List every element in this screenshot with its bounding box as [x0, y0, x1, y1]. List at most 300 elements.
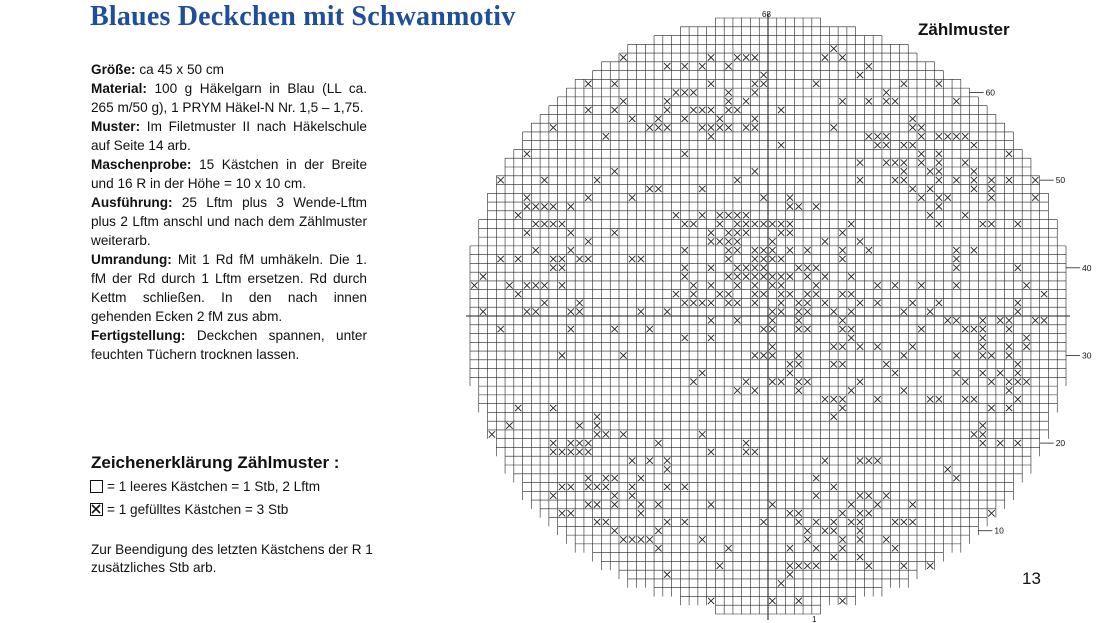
- filled-cell: [506, 422, 512, 428]
- filled-cell: [752, 89, 758, 95]
- filled-cell: [1006, 379, 1012, 385]
- filled-cell: [804, 247, 810, 253]
- filled-cell: [866, 133, 872, 139]
- filled-cell: [638, 501, 644, 507]
- filled-cell: [708, 265, 714, 271]
- filled-cell: [787, 247, 793, 253]
- filled-cell: [953, 475, 959, 481]
- filled-cell: [988, 194, 994, 200]
- filled-cell: [664, 484, 670, 490]
- filled-cell: [603, 519, 609, 525]
- filled-cell: [909, 501, 915, 507]
- filled-cell: [708, 282, 714, 288]
- filled-cell: [1032, 317, 1038, 323]
- filled-cell: [1023, 343, 1029, 349]
- filled-cell: [629, 194, 635, 200]
- filled-cell: [743, 221, 749, 227]
- filled-cell: [1015, 361, 1021, 367]
- filled-cell: [848, 519, 854, 525]
- final-note: Zur Beendigung des letzten Kästchens der R 1 zusätzliches Stb arb.: [91, 542, 373, 575]
- filled-cell: [769, 598, 775, 604]
- filled-cell: [611, 230, 617, 236]
- instruction-label: Maschenprobe:: [91, 157, 192, 172]
- filled-cell: [620, 536, 626, 542]
- filled-cell: [682, 116, 688, 122]
- filled-cell: [743, 212, 749, 218]
- filled-cell: [866, 98, 872, 104]
- filled-cell: [778, 107, 784, 113]
- filled-cell: [988, 379, 994, 385]
- filled-cell: [585, 81, 591, 87]
- filled-cell: [717, 221, 723, 227]
- filled-cell: [550, 440, 556, 446]
- filled-cell: [725, 545, 731, 551]
- filled-cell: [497, 256, 503, 262]
- filled-cell: [953, 177, 959, 183]
- filled-cell: [831, 528, 837, 534]
- filled-cell: [831, 396, 837, 402]
- filled-cell: [953, 265, 959, 271]
- filled-cell: [980, 343, 986, 349]
- filled-cell: [927, 186, 933, 192]
- filled-cell: [769, 221, 775, 227]
- filled-cell: [918, 326, 924, 332]
- filled-cell: [874, 282, 880, 288]
- filled-cell: [874, 396, 880, 402]
- filled-cell: [708, 54, 714, 60]
- filled-cell: [778, 221, 784, 227]
- instruction-text: Mit 1 Rd fM umhäkeln. Die 1. fM der Rd durch 1 Lftm ersetzen. Rd durch Kettm schließen. In den nach innen gehenden Ecken 2 fM zus abm.: [91, 252, 367, 324]
- row-marker: 68: [762, 10, 771, 19]
- filled-cell: [980, 431, 986, 437]
- filled-cell: [682, 300, 688, 306]
- filled-cell: [944, 194, 950, 200]
- filled-cell: [918, 151, 924, 157]
- filled-cell: [769, 308, 775, 314]
- filled-cell: [795, 510, 801, 516]
- filled-cell: [717, 212, 723, 218]
- filled-cell: [559, 449, 565, 455]
- filled-cell: [962, 379, 968, 385]
- filled-cell: [734, 273, 740, 279]
- filled-cell: [795, 563, 801, 569]
- filled-cell: [918, 282, 924, 288]
- filled-cell: [848, 335, 854, 341]
- filled-cell: [682, 247, 688, 253]
- filled-cell: [813, 519, 819, 525]
- filled-cell: [629, 256, 635, 262]
- filled-cell: [936, 396, 942, 402]
- filled-cell: [760, 81, 766, 87]
- filled-cell: [576, 422, 582, 428]
- filled-cell: [743, 273, 749, 279]
- filled-cell: [533, 308, 539, 314]
- filled-cell: [568, 449, 574, 455]
- filled-cell: [497, 177, 503, 183]
- filled-cell: [576, 300, 582, 306]
- filled-cell: [760, 273, 766, 279]
- filled-cell: [927, 396, 933, 402]
- filled-cell: [980, 335, 986, 341]
- filled-cell: [778, 273, 784, 279]
- filled-cell: [638, 308, 644, 314]
- filled-cell: [971, 168, 977, 174]
- filled-cell: [752, 291, 758, 297]
- filled-cell: [655, 186, 661, 192]
- filled-cell: [804, 536, 810, 542]
- filled-cell: [690, 221, 696, 227]
- filled-cell: [734, 300, 740, 306]
- filled-cell: [725, 107, 731, 113]
- filled-cell: [725, 247, 731, 253]
- instruction-label: Größe:: [91, 62, 136, 77]
- row-marker: 30: [1082, 350, 1092, 361]
- filled-cell: [752, 273, 758, 279]
- filled-cell: [971, 142, 977, 148]
- filled-cell: [953, 352, 959, 358]
- filled-cell: [1015, 440, 1021, 446]
- filled-cell: [576, 449, 582, 455]
- filled-cell: [822, 238, 828, 244]
- filled-cell: [717, 563, 723, 569]
- filled-cell: [725, 89, 731, 95]
- filled-cell: [839, 247, 845, 253]
- filled-cell: [743, 379, 749, 385]
- instruction-text: Deckchen spannen, unter feuchten Tüchern trocknen lassen.: [91, 328, 367, 362]
- filled-cell: [953, 133, 959, 139]
- filled-cell: [953, 370, 959, 376]
- filled-cell: [734, 221, 740, 227]
- filled-cell: [813, 291, 819, 297]
- filled-cell: [673, 291, 679, 297]
- filled-cell: [988, 221, 994, 227]
- filled-cell: [848, 273, 854, 279]
- filled-cell: [901, 563, 907, 569]
- filled-cell: [699, 107, 705, 113]
- filled-cell: [831, 343, 837, 349]
- filled-cell: [743, 230, 749, 236]
- filled-cell: [848, 308, 854, 314]
- filled-cell: [594, 431, 600, 437]
- filled-cell: [655, 501, 661, 507]
- filled-cell: [839, 291, 845, 297]
- filled-cell: [971, 396, 977, 402]
- filled-cell: [918, 194, 924, 200]
- filled-cell: [629, 116, 635, 122]
- filled-cell: [769, 352, 775, 358]
- filled-cell: [997, 317, 1003, 323]
- filled-cell: [874, 300, 880, 306]
- filled-cell: [866, 492, 872, 498]
- filled-cell: [857, 177, 863, 183]
- filled-cell: [603, 133, 609, 139]
- filled-cell: [953, 247, 959, 253]
- filled-cell: [734, 54, 740, 60]
- filled-cell: [936, 81, 942, 87]
- filled-cell: [550, 492, 556, 498]
- filled-cell: [559, 282, 565, 288]
- filled-cell: [936, 194, 942, 200]
- filled-cell: [857, 519, 863, 525]
- filled-cell: [576, 308, 582, 314]
- filled-cell: [988, 405, 994, 411]
- filled-cell: [699, 186, 705, 192]
- filled-cell: [1006, 405, 1012, 411]
- filled-cell: [682, 151, 688, 157]
- filled-cell: [1015, 396, 1021, 402]
- filled-cell: [1006, 326, 1012, 332]
- filled-cell: [550, 449, 556, 455]
- filled-cell: [874, 133, 880, 139]
- filled-cell: [611, 492, 617, 498]
- filled-cell: [585, 475, 591, 481]
- filled-cell: [682, 265, 688, 271]
- filled-cell: [839, 343, 845, 349]
- filled-cell: [760, 247, 766, 253]
- filled-cell: [901, 519, 907, 525]
- filled-cell: [699, 212, 705, 218]
- filled-cell: [857, 300, 863, 306]
- filled-cell: [892, 519, 898, 525]
- filled-cell: [962, 212, 968, 218]
- filled-cell: [655, 116, 661, 122]
- filled-cell: [857, 554, 863, 560]
- filled-cell: [813, 492, 819, 498]
- filled-cell: [857, 492, 863, 498]
- filled-cell: [787, 510, 793, 516]
- instruction-label: Umrandung:: [91, 252, 172, 267]
- filled-cell: [541, 221, 547, 227]
- filled-cell: [971, 186, 977, 192]
- filled-cell: [769, 256, 775, 262]
- filled-cell: [769, 343, 775, 349]
- filled-cell: [524, 194, 530, 200]
- filled-cell: [515, 405, 521, 411]
- filled-cell: [734, 247, 740, 253]
- filled-cell: [795, 519, 801, 525]
- filled-cell: [795, 352, 801, 358]
- filled-cell: [892, 545, 898, 551]
- page-number: 13: [1022, 569, 1041, 588]
- filled-cell: [787, 221, 793, 227]
- filled-cell: [725, 238, 731, 244]
- filled-cell: [953, 256, 959, 262]
- filled-cell: [839, 326, 845, 332]
- filled-cell: [927, 563, 933, 569]
- filled-cell: [944, 133, 950, 139]
- filled-cell: [725, 300, 731, 306]
- filled-cell: [953, 282, 959, 288]
- filled-cell: [541, 282, 547, 288]
- filled-cell: [717, 291, 723, 297]
- filled-cell: [734, 107, 740, 113]
- filled-cell: [699, 300, 705, 306]
- filled-cell: [734, 230, 740, 236]
- filled-cell: [1023, 282, 1029, 288]
- filled-cell: [620, 352, 626, 358]
- filled-cell: [866, 510, 872, 516]
- filled-cell: [752, 124, 758, 130]
- filled-cell: [822, 528, 828, 534]
- filled-cell: [962, 326, 968, 332]
- filled-cell: [857, 238, 863, 244]
- filled-cell: [620, 98, 626, 104]
- filled-cell: [848, 501, 854, 507]
- filled-cell: [778, 282, 784, 288]
- filled-cell: [752, 300, 758, 306]
- filled-cell: [839, 405, 845, 411]
- filled-cell: [804, 308, 810, 314]
- filled-cell: [874, 343, 880, 349]
- filled-cell: [909, 186, 915, 192]
- filled-cell: [936, 177, 942, 183]
- filled-cell: [997, 370, 1003, 376]
- filled-cell: [760, 352, 766, 358]
- filled-cell: [795, 317, 801, 323]
- filled-cell: [752, 81, 758, 87]
- filled-cell: [611, 326, 617, 332]
- filled-cell: [857, 457, 863, 463]
- filled-cell: [533, 221, 539, 227]
- filled-cell: [638, 256, 644, 262]
- chart-label: Zählmuster: [918, 20, 1010, 39]
- filled-cell: [524, 282, 530, 288]
- filled-cell: [480, 308, 486, 314]
- filled-cell: [839, 598, 845, 604]
- filled-cell: [550, 124, 556, 130]
- filled-cell: [795, 387, 801, 393]
- filled-cell: [646, 124, 652, 130]
- filled-cell: [839, 54, 845, 60]
- filled-cell: [892, 370, 898, 376]
- filled-cell: [524, 151, 530, 157]
- filled-cell: [787, 361, 793, 367]
- filled-cell: [594, 414, 600, 420]
- filled-cell: [752, 449, 758, 455]
- filled-cell: [673, 89, 679, 95]
- filled-cell: [813, 545, 819, 551]
- filled-cell: [708, 133, 714, 139]
- filled-cell: [594, 484, 600, 490]
- filled-cell: [717, 124, 723, 130]
- filled-cell: [533, 203, 539, 209]
- filled-cell: [717, 238, 723, 244]
- filled-cell: [988, 352, 994, 358]
- filled-cell: [646, 457, 652, 463]
- filled-cell: [743, 54, 749, 60]
- filled-cell: [594, 501, 600, 507]
- filled-cell: [559, 256, 565, 262]
- filled-cell: [848, 326, 854, 332]
- instruction-label: Ausführung:: [91, 195, 173, 210]
- filled-cell: [909, 343, 915, 349]
- filled-cell: [831, 554, 837, 560]
- filled-cell: [743, 98, 749, 104]
- filled-cell: [734, 212, 740, 218]
- filled-cell: [585, 449, 591, 455]
- filled-cell: [839, 98, 845, 104]
- filled-cell: [822, 273, 828, 279]
- legend-filled-text: = 1 gefülltes Kästchen = 3 Stb: [107, 501, 289, 517]
- filled-cell: [524, 230, 530, 236]
- filled-cell: [725, 291, 731, 297]
- filled-cell: [831, 414, 837, 420]
- filled-cell: [629, 536, 635, 542]
- filled-cell: [778, 379, 784, 385]
- filled-cell: [839, 510, 845, 516]
- filled-cell: [980, 221, 986, 227]
- filled-cell: [927, 212, 933, 218]
- filled-cell: [936, 203, 942, 209]
- filled-cell: [743, 124, 749, 130]
- filled-cell: [980, 326, 986, 332]
- filled-cell: [901, 142, 907, 148]
- filled-cell: [638, 475, 644, 481]
- filled-cell: [795, 265, 801, 271]
- filled-cell: [971, 431, 977, 437]
- filled-cell: [936, 159, 942, 165]
- filled-cell: [585, 238, 591, 244]
- filled-cell: [655, 545, 661, 551]
- filled-cell: [1006, 151, 1012, 157]
- filled-cell: [594, 177, 600, 183]
- filled-cell: [1015, 308, 1021, 314]
- legend-empty-text: = 1 leeres Kästchen = 1 Stb, 2 Lftm: [107, 478, 321, 494]
- filled-cell: [743, 265, 749, 271]
- filled-cell: [752, 265, 758, 271]
- filled-cell: [822, 54, 828, 60]
- filled-cell: [1015, 221, 1021, 227]
- filled-cell: [611, 528, 617, 534]
- filled-cell: [1015, 370, 1021, 376]
- row-marker: 10: [994, 525, 1004, 536]
- filled-cell: [857, 379, 863, 385]
- filled-cell: [585, 484, 591, 490]
- filled-cell: [646, 186, 652, 192]
- filled-cell: [734, 317, 740, 323]
- filled-cell: [690, 291, 696, 297]
- filled-cell: [664, 107, 670, 113]
- filled-cell: [752, 282, 758, 288]
- filled-cell: [559, 510, 565, 516]
- filled-cell: [918, 124, 924, 130]
- filled-cell: [936, 151, 942, 157]
- filled-cell: [699, 431, 705, 437]
- filled-cell: [1041, 317, 1047, 323]
- filled-cell: [568, 203, 574, 209]
- filled-cell: [813, 265, 819, 271]
- filled-cell: [769, 501, 775, 507]
- filled-cell: [839, 536, 845, 542]
- filled-cell: [787, 273, 793, 279]
- filled-cell: [646, 536, 652, 542]
- filled-cell: [760, 291, 766, 297]
- filled-cell: [778, 142, 784, 148]
- row-marker: 20: [1055, 438, 1066, 449]
- filled-cell: [471, 282, 477, 288]
- filled-cell: [760, 194, 766, 200]
- filled-cell: [831, 361, 837, 367]
- filled-cell: [699, 63, 705, 69]
- filled-cell: [760, 326, 766, 332]
- chart-grid: [466, 14, 1070, 620]
- filled-cell: [585, 440, 591, 446]
- filled-cell: [936, 168, 942, 174]
- filled-cell: [892, 282, 898, 288]
- filled-cell: [515, 291, 521, 297]
- filled-cell: [734, 177, 740, 183]
- filled-cell: [515, 256, 521, 262]
